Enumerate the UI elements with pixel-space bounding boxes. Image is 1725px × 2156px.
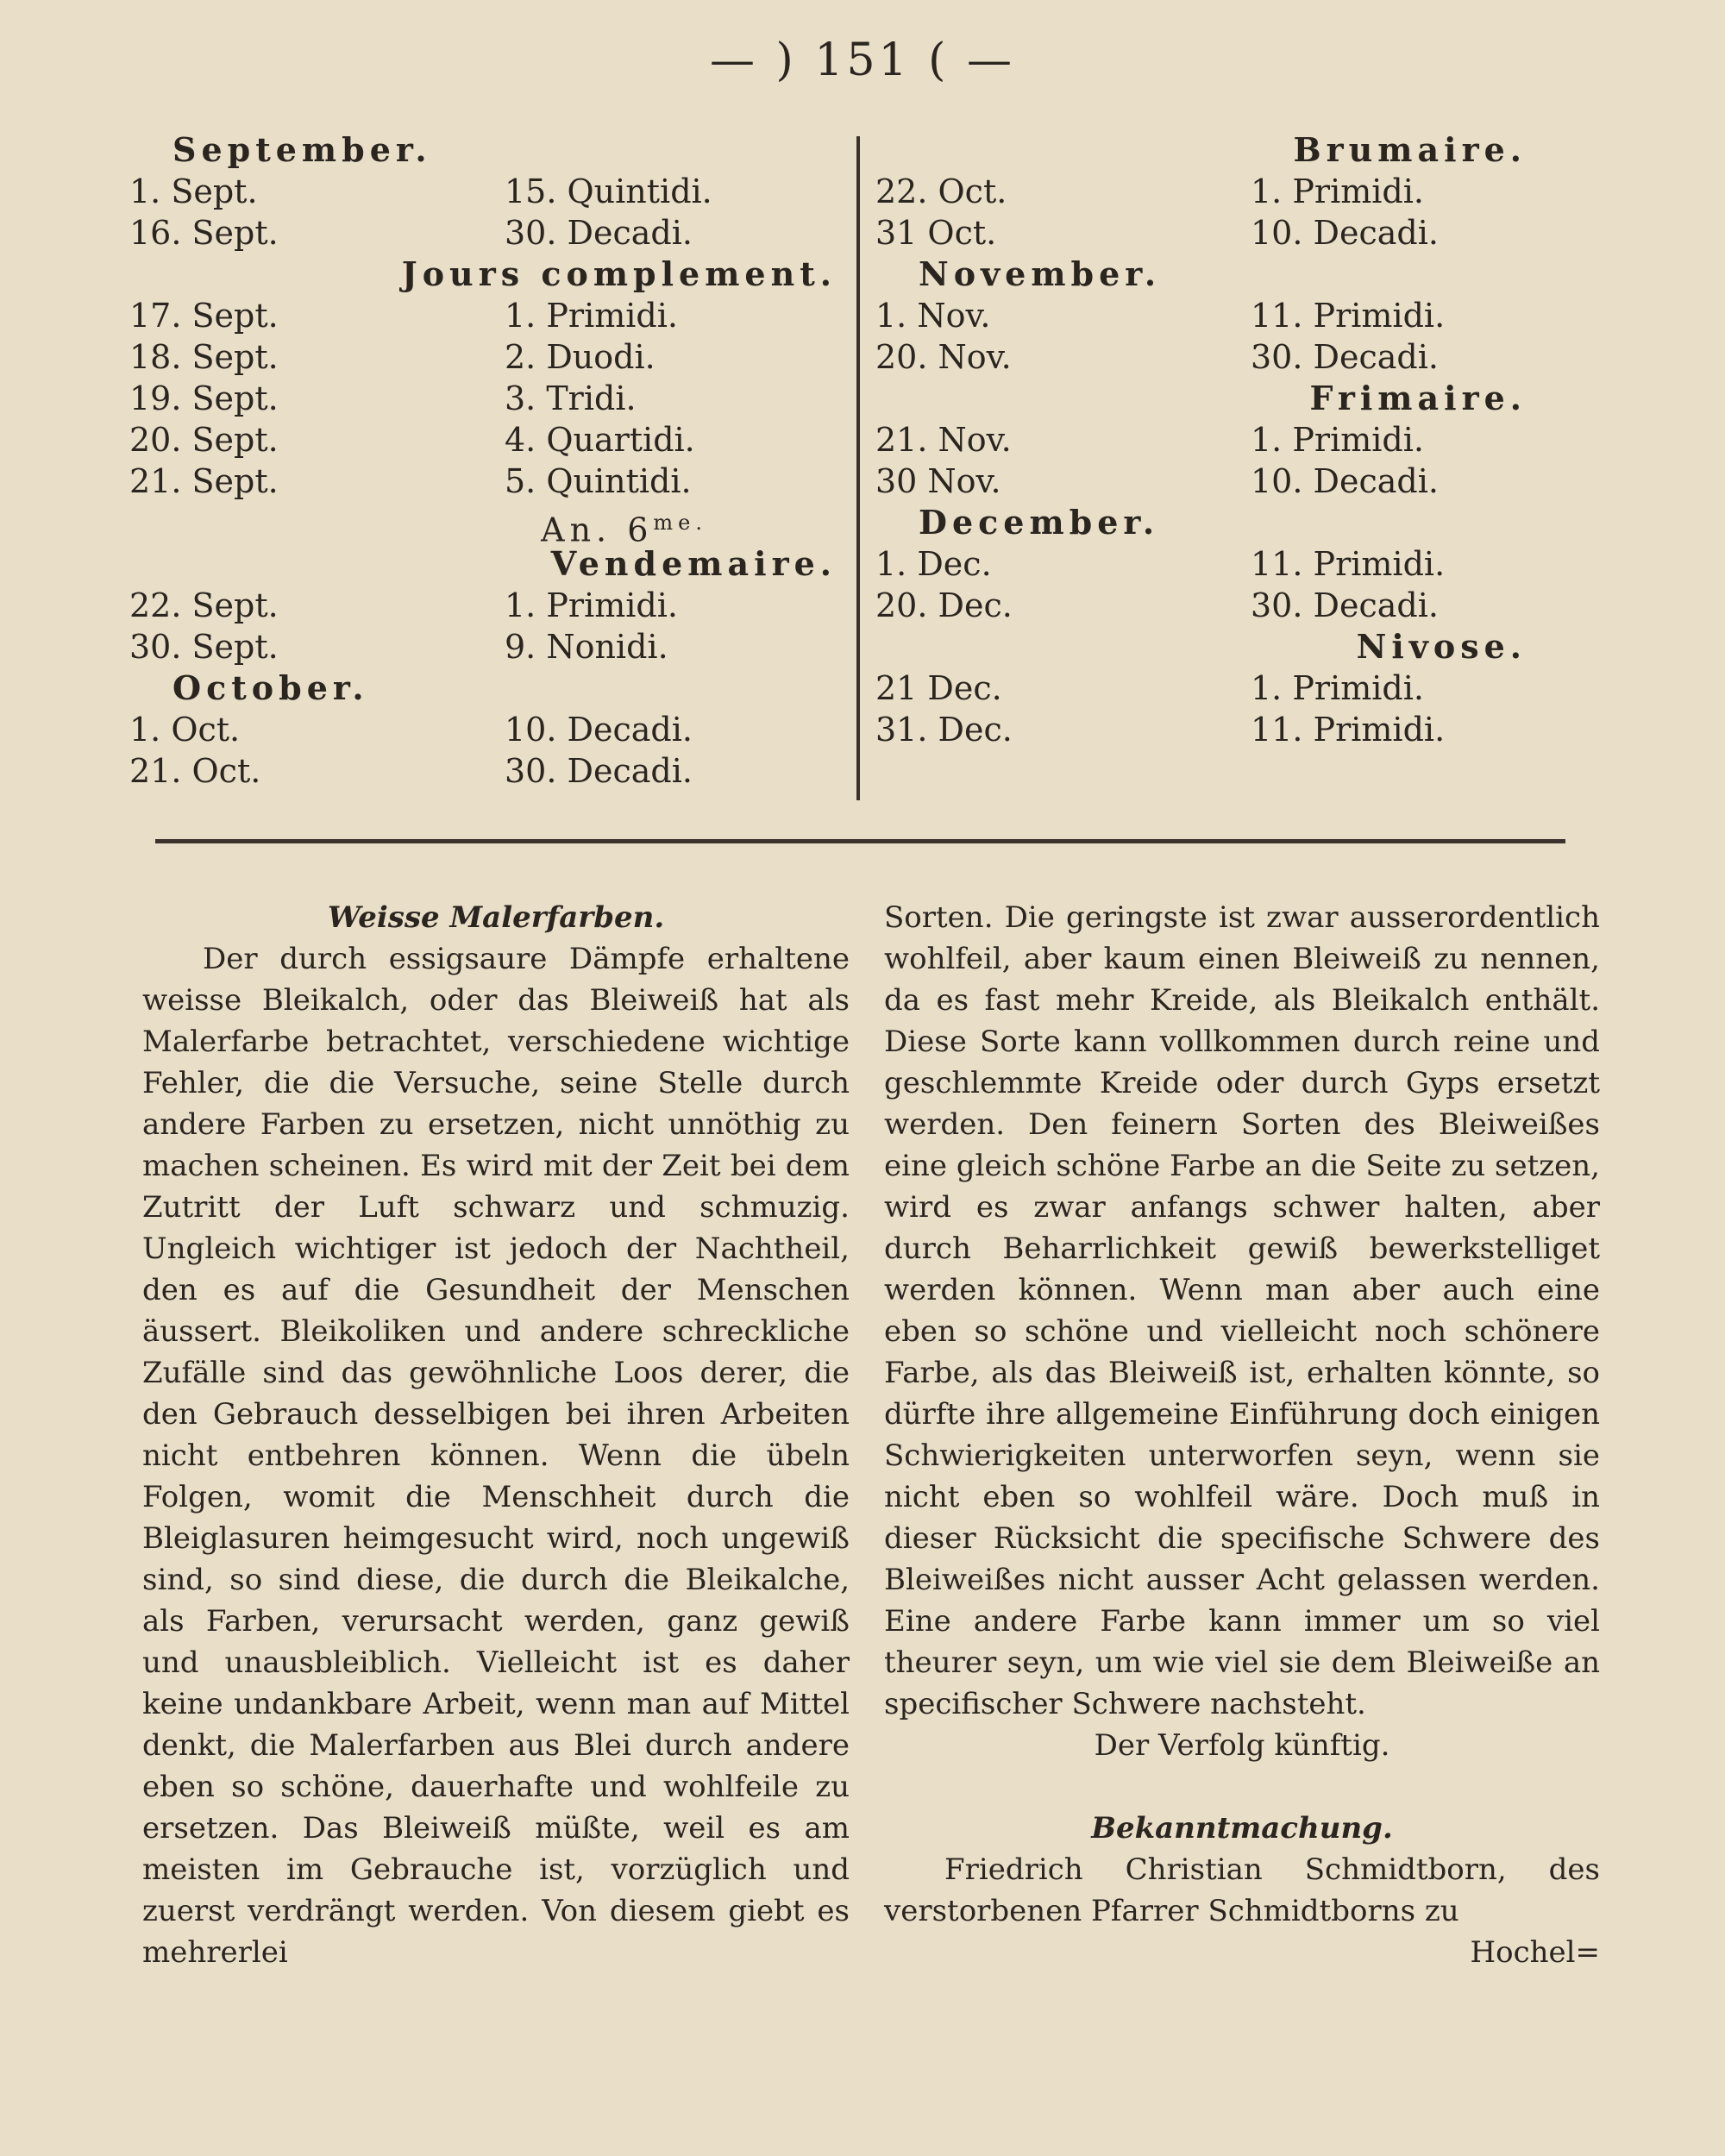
republican-date: 10. Decadi. xyxy=(1251,214,1439,252)
article-left-column xyxy=(142,897,850,1973)
calendar-row xyxy=(875,667,1535,709)
article-paragraph-left: Der durch essigsaure Dämpfe erhaltene weisse Bleikalch, oder das Bleiweiß hat als Malerfarbe betrachtet, verschiedene wichtige Fehler, die die Versuche, seine Stelle durch andere Farben zu ersetzen, nicht unnöthig zu machen scheinen. Es wird mit der Zeit bei dem Zutritt der Luft schwarz und schmuzig. Ungleich wichtiger ist jedoch der Nachtheil, den es auf die Gesundheit der Menschen äussert. Bleikoliken und andere schreckliche Zufälle sind das gewöhnliche Loos derer, die den Gebrauch desselbigen bei ihren Arbeiten nicht entbehren können. Wenn die übeln Folgen, womit die Menschheit durch die Bleiglasuren heimgesucht wird, noch ungewiß sind, so sind diese, die durch die Bleikalche, als Farben, verursacht werden, ganz gewiß und unausbleiblich. Vielleicht ist es daher keine undankbare Arbeit, wenn man auf Mittel denkt, die Malerfarben aus Blei durch andere eben so schöne, dauerhafte und wohlfeile zu ersetzen. Das Bleiweiß müßte, weil es am meisten im Gebrauche ist, vorzüglich und zuerst verdrängt werden. Von diesem giebt es mehrerlei xyxy=(142,942,850,1970)
gregorian-date: 21 Dec. xyxy=(875,669,1002,707)
republican-date: 1. Primidi. xyxy=(505,586,678,624)
gregorian-month-heading: October. xyxy=(172,668,369,707)
calendar-row xyxy=(875,585,1535,626)
republican-month-heading: Jours complement. xyxy=(401,254,837,293)
calendar-row xyxy=(129,626,845,667)
calendar-row xyxy=(875,295,1535,336)
calendar-row xyxy=(875,709,1535,750)
calendar-row xyxy=(129,461,845,502)
calendar-left-column xyxy=(129,129,845,792)
calendar-row xyxy=(129,709,845,750)
gregorian-date: 18. Sept. xyxy=(129,338,279,376)
gregorian-date: 22. Oct. xyxy=(875,172,1007,210)
gregorian-date: 1. Sept. xyxy=(129,172,258,210)
gregorian-date: 17. Sept. xyxy=(129,297,279,335)
gregorian-date: 19. Sept. xyxy=(129,379,279,417)
gregorian-date: 20. Nov. xyxy=(875,338,1012,376)
calendar-right-column xyxy=(875,129,1535,750)
section-divider xyxy=(155,839,1565,843)
gregorian-date: 21. Oct. xyxy=(129,752,261,790)
gregorian-date: 21. Sept. xyxy=(129,462,279,500)
republican-date: 3. Tridi. xyxy=(505,379,637,417)
gregorian-date: 31 Oct. xyxy=(875,214,997,252)
year-heading xyxy=(129,502,845,549)
calendar-row xyxy=(129,750,845,792)
republican-date: 11. Primidi. xyxy=(1251,545,1446,583)
republican-date: 1. Primidi. xyxy=(1251,421,1424,459)
republican-date: 1. Primidi. xyxy=(505,297,678,335)
calendar-row xyxy=(875,461,1535,502)
gregorian-month-heading: November. xyxy=(919,254,1162,293)
republican-month-heading: Frimaire. xyxy=(1309,379,1527,417)
gregorian-date: 20. Sept. xyxy=(129,421,279,459)
article-title: Weisse Malerfarben. xyxy=(327,900,665,935)
year-superscript: me. xyxy=(653,511,707,535)
calendar-row xyxy=(875,171,1535,212)
continuation-note: Der Verfolg künftig. xyxy=(1094,1728,1390,1763)
gregorian-date: 22. Sept. xyxy=(129,586,279,624)
republican-date: 4. Quartidi. xyxy=(505,421,695,459)
gregorian-date: 1. Dec. xyxy=(875,545,992,583)
republican-date: 9. Nonidi. xyxy=(505,628,668,666)
notice-title: Bekanntmachung. xyxy=(1091,1811,1393,1846)
republican-month-heading: Brumaire. xyxy=(1293,130,1527,169)
republican-date: 1. Primidi. xyxy=(1251,669,1424,707)
republican-date: 11. Primidi. xyxy=(1251,297,1446,335)
republican-date: 11. Primidi. xyxy=(1251,711,1446,749)
republican-month-heading: Nivose. xyxy=(1356,627,1527,666)
calendar-row xyxy=(129,419,845,461)
year-text: An. 6 xyxy=(541,511,654,549)
gregorian-date: 20. Dec. xyxy=(875,586,1013,624)
republican-date: 10. Decadi. xyxy=(1251,462,1439,500)
calendar-row xyxy=(129,336,845,378)
republican-date: 1. Primidi. xyxy=(1251,172,1424,210)
calendar-row xyxy=(875,419,1535,461)
calendar-row xyxy=(129,585,845,626)
gregorian-date: 31. Dec. xyxy=(875,711,1013,749)
republican-date: 2. Duodi. xyxy=(505,338,656,376)
article-right-column xyxy=(884,897,1600,1973)
article-paragraph-right: Sorten. Die geringste ist zwar ausserordentlich wohlfeil, aber kaum einen Bleiweiß zu nennen, da es fast mehr Kreide, als Bleikalch enthält. Diese Sorte kann vollkommen durch reine und geschlemmte Kreide oder durch Gyps ersetzt werden. Den feinern Sorten des Bleiweißes eine gleich schöne Farbe an die Seite zu setzen, wird es zwar anfangs schwer halten, aber durch Beharrlichkeit gewiß bewerkstelliget werden können. Wenn man aber auch eine eben so schöne und vielleicht noch schönere Farbe, als das Bleiweiß ist, erhalten könnte, so dürfte ihre allgemeine Einführung doch einigen Schwierigkeiten unterworfen seyn, wenn sie nicht eben so wohlfeil wäre. Doch muß in dieser Rücksicht die specifische Schwere des Bleiweißes nicht ausser Acht gelassen werden. Eine andere Farbe kann immer um so viel theurer seyn, um wie viel sie dem Bleiweiße an specifischer Schwere nachsteht. xyxy=(884,900,1600,1721)
republican-date: 5. Quintidi. xyxy=(505,462,692,500)
gregorian-date: 16. Sept. xyxy=(129,214,279,252)
calendar-row xyxy=(875,543,1535,585)
republican-date: 15. Quintidi. xyxy=(505,172,712,210)
gregorian-month-heading: September. xyxy=(172,130,432,169)
gregorian-date: 21. Nov. xyxy=(875,421,1012,459)
gregorian-date: 30. Sept. xyxy=(129,628,279,666)
spacer xyxy=(884,1766,1600,1808)
gregorian-date: 30 Nov. xyxy=(875,462,1001,500)
calendar-row xyxy=(129,171,845,212)
republican-date: 30. Decadi. xyxy=(1251,586,1439,624)
republican-date: 30. Decadi. xyxy=(505,214,693,252)
gregorian-date: 1. Nov. xyxy=(875,297,991,335)
page-number-header: — ) 151 ( — xyxy=(710,34,1015,86)
calendar-row xyxy=(875,212,1535,254)
calendar-row xyxy=(129,378,845,419)
republican-month-heading: Vendemaire. xyxy=(550,544,837,583)
column-divider xyxy=(856,136,860,800)
calendar-row xyxy=(875,336,1535,378)
calendar-row xyxy=(129,212,845,254)
republican-date: 30. Decadi. xyxy=(1251,338,1439,376)
notice-text: Friedrich Christian Schmidtborn, des verstorbenen Pfarrer Schmidtborns zu xyxy=(884,1852,1600,1928)
republican-date: 10. Decadi. xyxy=(505,711,693,749)
republican-date: 30. Decadi. xyxy=(505,752,693,790)
gregorian-month-heading: December. xyxy=(919,503,1160,542)
calendar-row xyxy=(129,295,845,336)
gregorian-date: 1. Oct. xyxy=(129,711,241,749)
catchword: Hochel= xyxy=(1470,1935,1600,1970)
